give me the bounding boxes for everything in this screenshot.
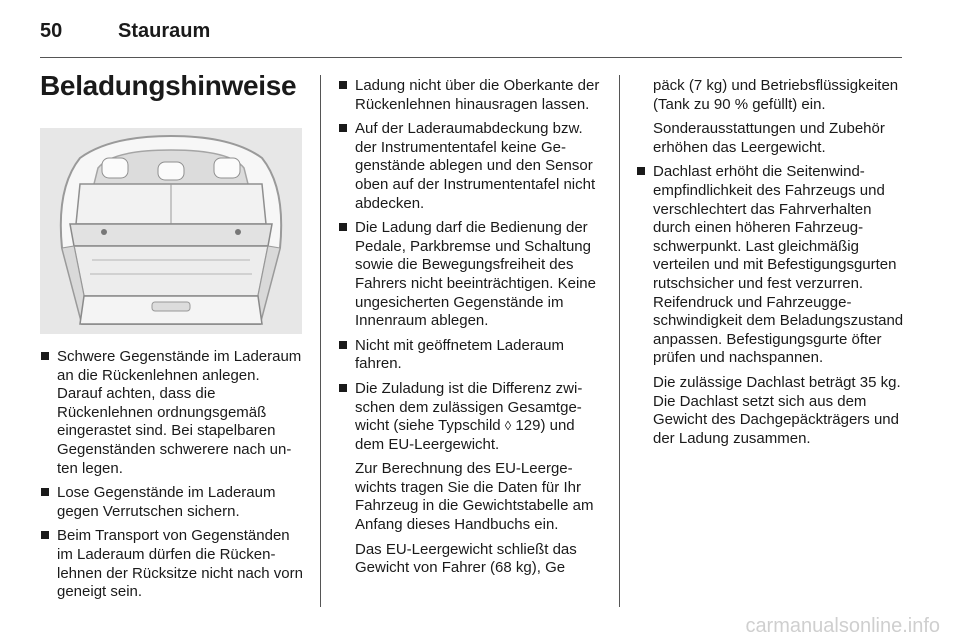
car-rear-cargo-icon bbox=[40, 128, 302, 334]
bullet-icon bbox=[339, 81, 347, 89]
column-divider-2 bbox=[619, 75, 620, 607]
page-reference-icon: ◊ bbox=[504, 418, 512, 434]
paragraph: Zur Berechnung des EU-Leergewichts tragen Sie die Daten für Ihr Fahrzeug in die Gewichtstabelle am Anfang dieses Handbuchs ein. bbox=[355, 460, 594, 534]
list-item: Lose Gegenstände im Laderaum gegen Verrutschen sichern. bbox=[40, 484, 305, 521]
bullet-icon bbox=[41, 531, 49, 539]
list-item: Dachlast erhöht die Seitenwindempfindlichkeit des Fahrzeugs und verschlechtert das Fahrverhalten durch einen höheren Fahrzeugschwerpunkt. Last gleichmäßig verteilen und mit Befestigungsgurten rutschsicher und fest verzurren. Reifendruck und Fahrzeuggeschwindigkeit dem Beladungszustand anpassen. Befestigungsgurte öfter prüfen und nachspannen. bbox=[636, 163, 906, 368]
column-3 bbox=[636, 77, 906, 454]
bullet-icon bbox=[41, 352, 49, 360]
list-item: Die Ladung darf die Bedienung der Pedale, Parkbremse und Schaltung sowie die Bewegungsfreiheit des Fahrers nicht beeinträchtigen. Keine ungesicherten Gegenstände im Innenraum ablegen. bbox=[338, 219, 606, 331]
column-1 bbox=[40, 348, 305, 608]
bullet-icon bbox=[339, 124, 347, 132]
list-item: Schwere Gegenstände im Laderaum an die Rückenlehnen anlegen. Darauf achten, dass die Rückenlehnen ordnungsgemäß eingerastet sind. Bei stapelbaren Gegenständen schwerere nach unten legen. bbox=[40, 348, 305, 478]
running-title: Stauraum bbox=[118, 20, 211, 42]
list-item: Auf der Laderaumabdeckung bzw. der Instrumententafel keine Gegenstände ablegen und den Sensor oben auf der Instrumententafel nicht abdecken. bbox=[338, 120, 606, 213]
column-divider-1 bbox=[320, 75, 321, 607]
watermark: carmanualsonline.info bbox=[745, 615, 940, 637]
paragraph: päck (7 kg) und Betriebsflüssigkeiten (Tank zu 90 % gefüllt) ein. bbox=[653, 77, 899, 113]
bullet-icon bbox=[339, 223, 347, 231]
cargo-area-illustration bbox=[40, 128, 302, 334]
bullet-icon bbox=[339, 384, 347, 392]
page-reference-link[interactable]: 129 bbox=[511, 417, 541, 435]
list-item: Ladung nicht über die Oberkante der Rückenlehnen hinausragen lassen. bbox=[338, 77, 606, 114]
column-2 bbox=[338, 77, 606, 584]
paragraph: Die zulässige Dachlast beträgt 35 kg. Die Dachlast setzt sich aus dem Gewicht des Dachgepäckträgers und der Ladung zusammen. bbox=[653, 373, 901, 447]
paragraph: Sonderausstattungen und Zubehör erhöhen das Leergewicht. bbox=[653, 120, 885, 156]
paragraph: Das EU-Leergewicht schließt das Gewicht von Fahrer (68 kg), Ge bbox=[355, 540, 577, 577]
header-rule bbox=[40, 57, 902, 58]
list-item: Beim Transport von Gegenständen im Laderaum dürfen die Rückenlehnen der Rücksitze nicht nach vorn geneigt sein. bbox=[40, 527, 305, 601]
bullet-icon bbox=[41, 488, 49, 496]
section-title: Beladungshinweise bbox=[40, 70, 297, 101]
list-item: Die Zuladung ist die Differenz zwischen dem zulässigen Gesamtgewicht (siehe Typschild ◊ 129) und dem EU-Leergewicht. bbox=[338, 380, 606, 454]
page-number: 50 bbox=[40, 20, 63, 42]
list-item: Nicht mit geöffnetem Laderaum fahren. bbox=[338, 337, 606, 374]
bullet-icon bbox=[339, 341, 347, 349]
bullet-icon bbox=[637, 167, 645, 175]
